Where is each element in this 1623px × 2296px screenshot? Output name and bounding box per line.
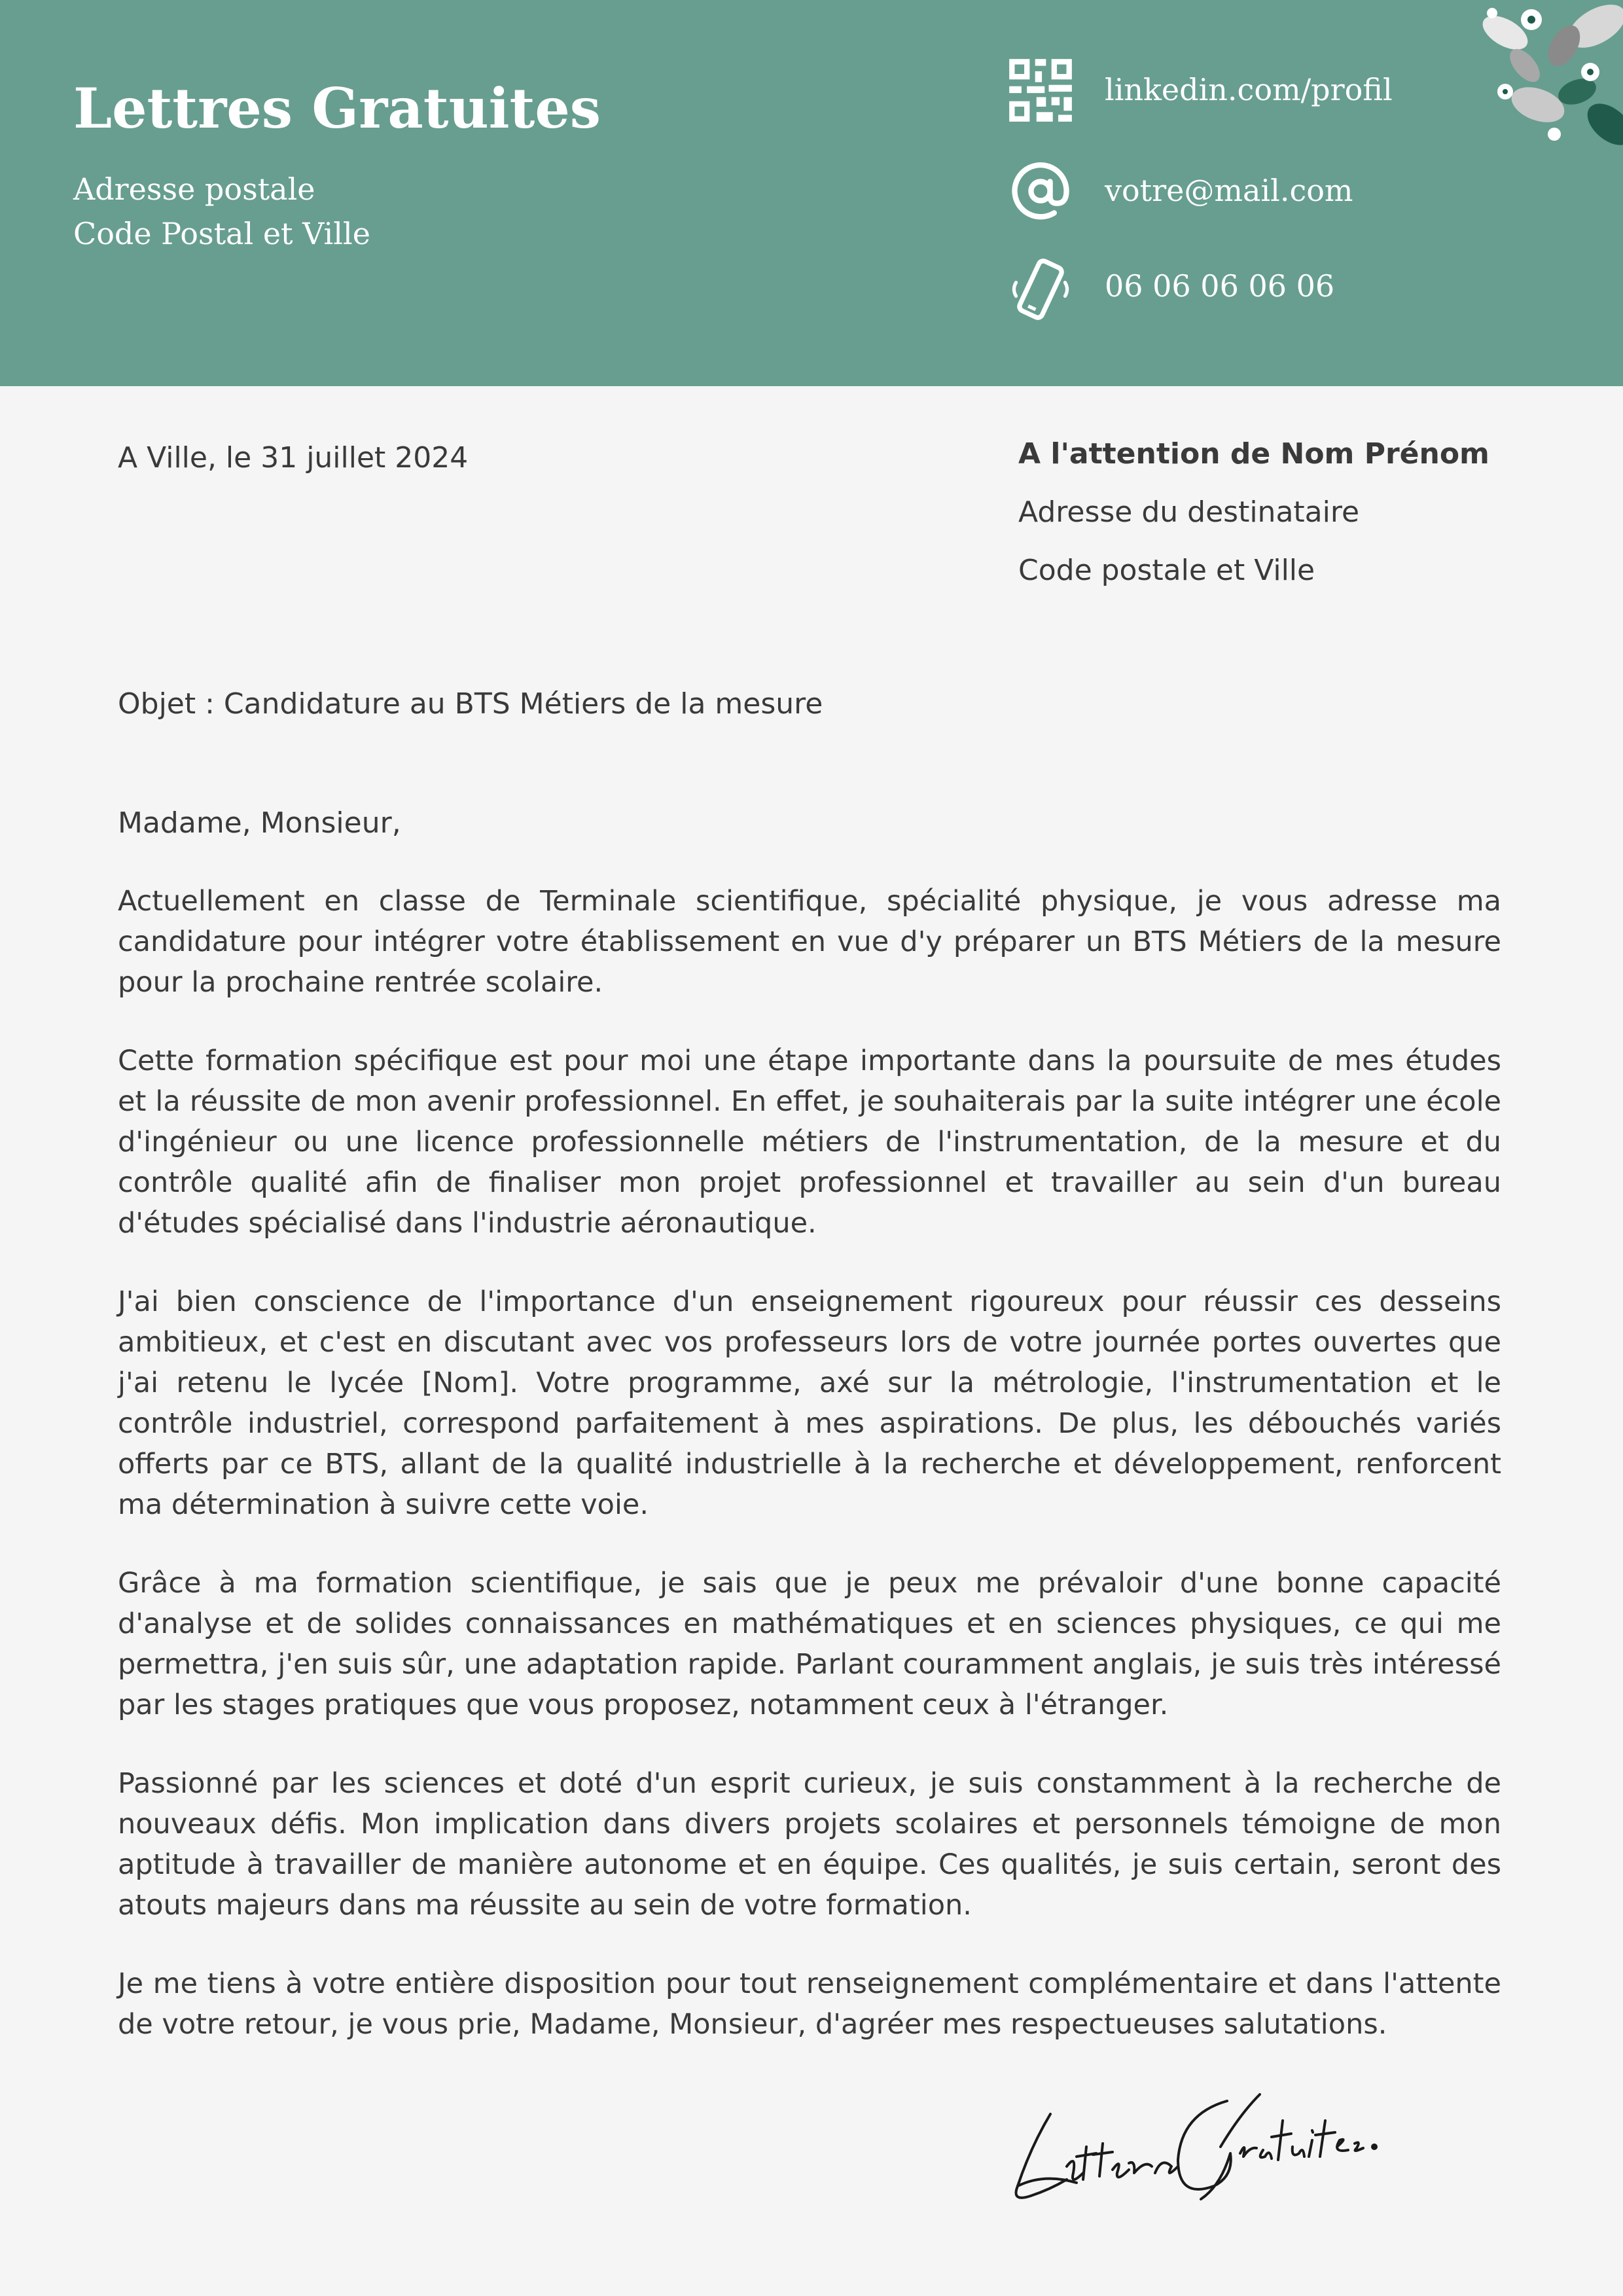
- body-paragraph: Cette formation spécifique est pour moi une étape importante dans la poursuite de mes études et la réussite de mon avenir professionnel. En effet, je souhaiterais par la suite intégrer une école d'ingénieur ou une licence professionnelle métiers de l'instrumentation, de la mesure et du contrôle qualité afin de finaliser mon projet professionnel et travailler au sein d'un bureau d'études spécialisé dans l'industrie aéronautique.: [118, 1045, 1501, 1240]
- body-paragraph: J'ai bien conscience de l'importance d'un enseignement rigoureux pour réussir ces desseins ambitieux, et c'est en discutant avec vos professeurs lors de votre journée portes ouvertes que j'ai retenu le lycée [Nom]. Votre programme, axé sur la métrologie, l'instrumentation et le contrôle industriel, correspond parfaitement à mes aspirations. De plus, les débouchés variés offerts par ce BTS, allant de la qualité industrielle à la recherche et développement, renforcent ma détermination à suivre cette voie.: [118, 1285, 1501, 1521]
- sender-address: Adresse postale: [73, 171, 315, 207]
- recipient-city: Code postale et Ville: [1018, 554, 1315, 587]
- linkedin-text[interactable]: linkedin.com/profil: [1105, 72, 1393, 107]
- body-paragraph: Je me tiens à votre entière disposition pour tout renseignement complémentaire et dans l'attente de votre retour, je vous prie, Madame, Monsieur, d'agréer mes respectueuses salutations.: [118, 1967, 1501, 2041]
- recipient-address: Adresse du destinataire: [1018, 495, 1360, 529]
- body-paragraph: Grâce à ma formation scientifique, je sais que je peux me prévaloir d'une bonne capacité d'analyse et de solides connaissances en mathématiques et en sciences physiques, ce qui me permettra, j'en suis sûr, une adaptation rapide. Parlant couramment anglais, je suis très intéressé par les stages pratiques que vous proposez, notamment ceux à l'étranger.: [118, 1567, 1501, 1721]
- letter-date: A Ville, le 31 juillet 2024: [118, 441, 469, 475]
- flower-decoration-icon: [1466, 0, 1623, 157]
- recipient-name: A l'attention de Nom Prénom: [1018, 437, 1489, 471]
- header-band: [0, 0, 1623, 386]
- sender-name: Lettres Gratuites: [73, 76, 601, 141]
- email-text[interactable]: votre@mail.com: [1105, 173, 1353, 208]
- letter-subject: Objet : Candidature au BTS Métiers de la mesure: [118, 687, 823, 721]
- phone-text[interactable]: 06 06 06 06 06: [1105, 268, 1335, 304]
- letter-greeting: Madame, Monsieur,: [118, 806, 401, 840]
- at-sign-icon: [1007, 157, 1075, 225]
- smartphone-icon: [1007, 255, 1075, 323]
- recipient-block: [1018, 437, 1489, 612]
- handwritten-signature: [1005, 2075, 1384, 2206]
- sender-city: Code Postal et Ville: [73, 216, 370, 251]
- letter-body: [118, 881, 1501, 2083]
- body-paragraph: Actuellement en classe de Terminale scientifique, spécialité physique, je vous adresse ma candidature pour intégrer votre établissement en vue d'y préparer un BTS Métiers de la mesure pour la prochaine rentrée scolaire.: [118, 885, 1501, 999]
- body-paragraph: Passionné par les sciences et doté d'un esprit curieux, je suis constamment à la recherche de nouveaux défis. Mon implication dans divers projets scolaires et personnels témoigne de mon aptitude à travailler de manière autonome et en équipe. Ces qualités, je suis certain, seront des atouts majeurs dans ma réussite au sein de votre formation.: [118, 1767, 1501, 1922]
- qr-code-icon: [1007, 56, 1075, 124]
